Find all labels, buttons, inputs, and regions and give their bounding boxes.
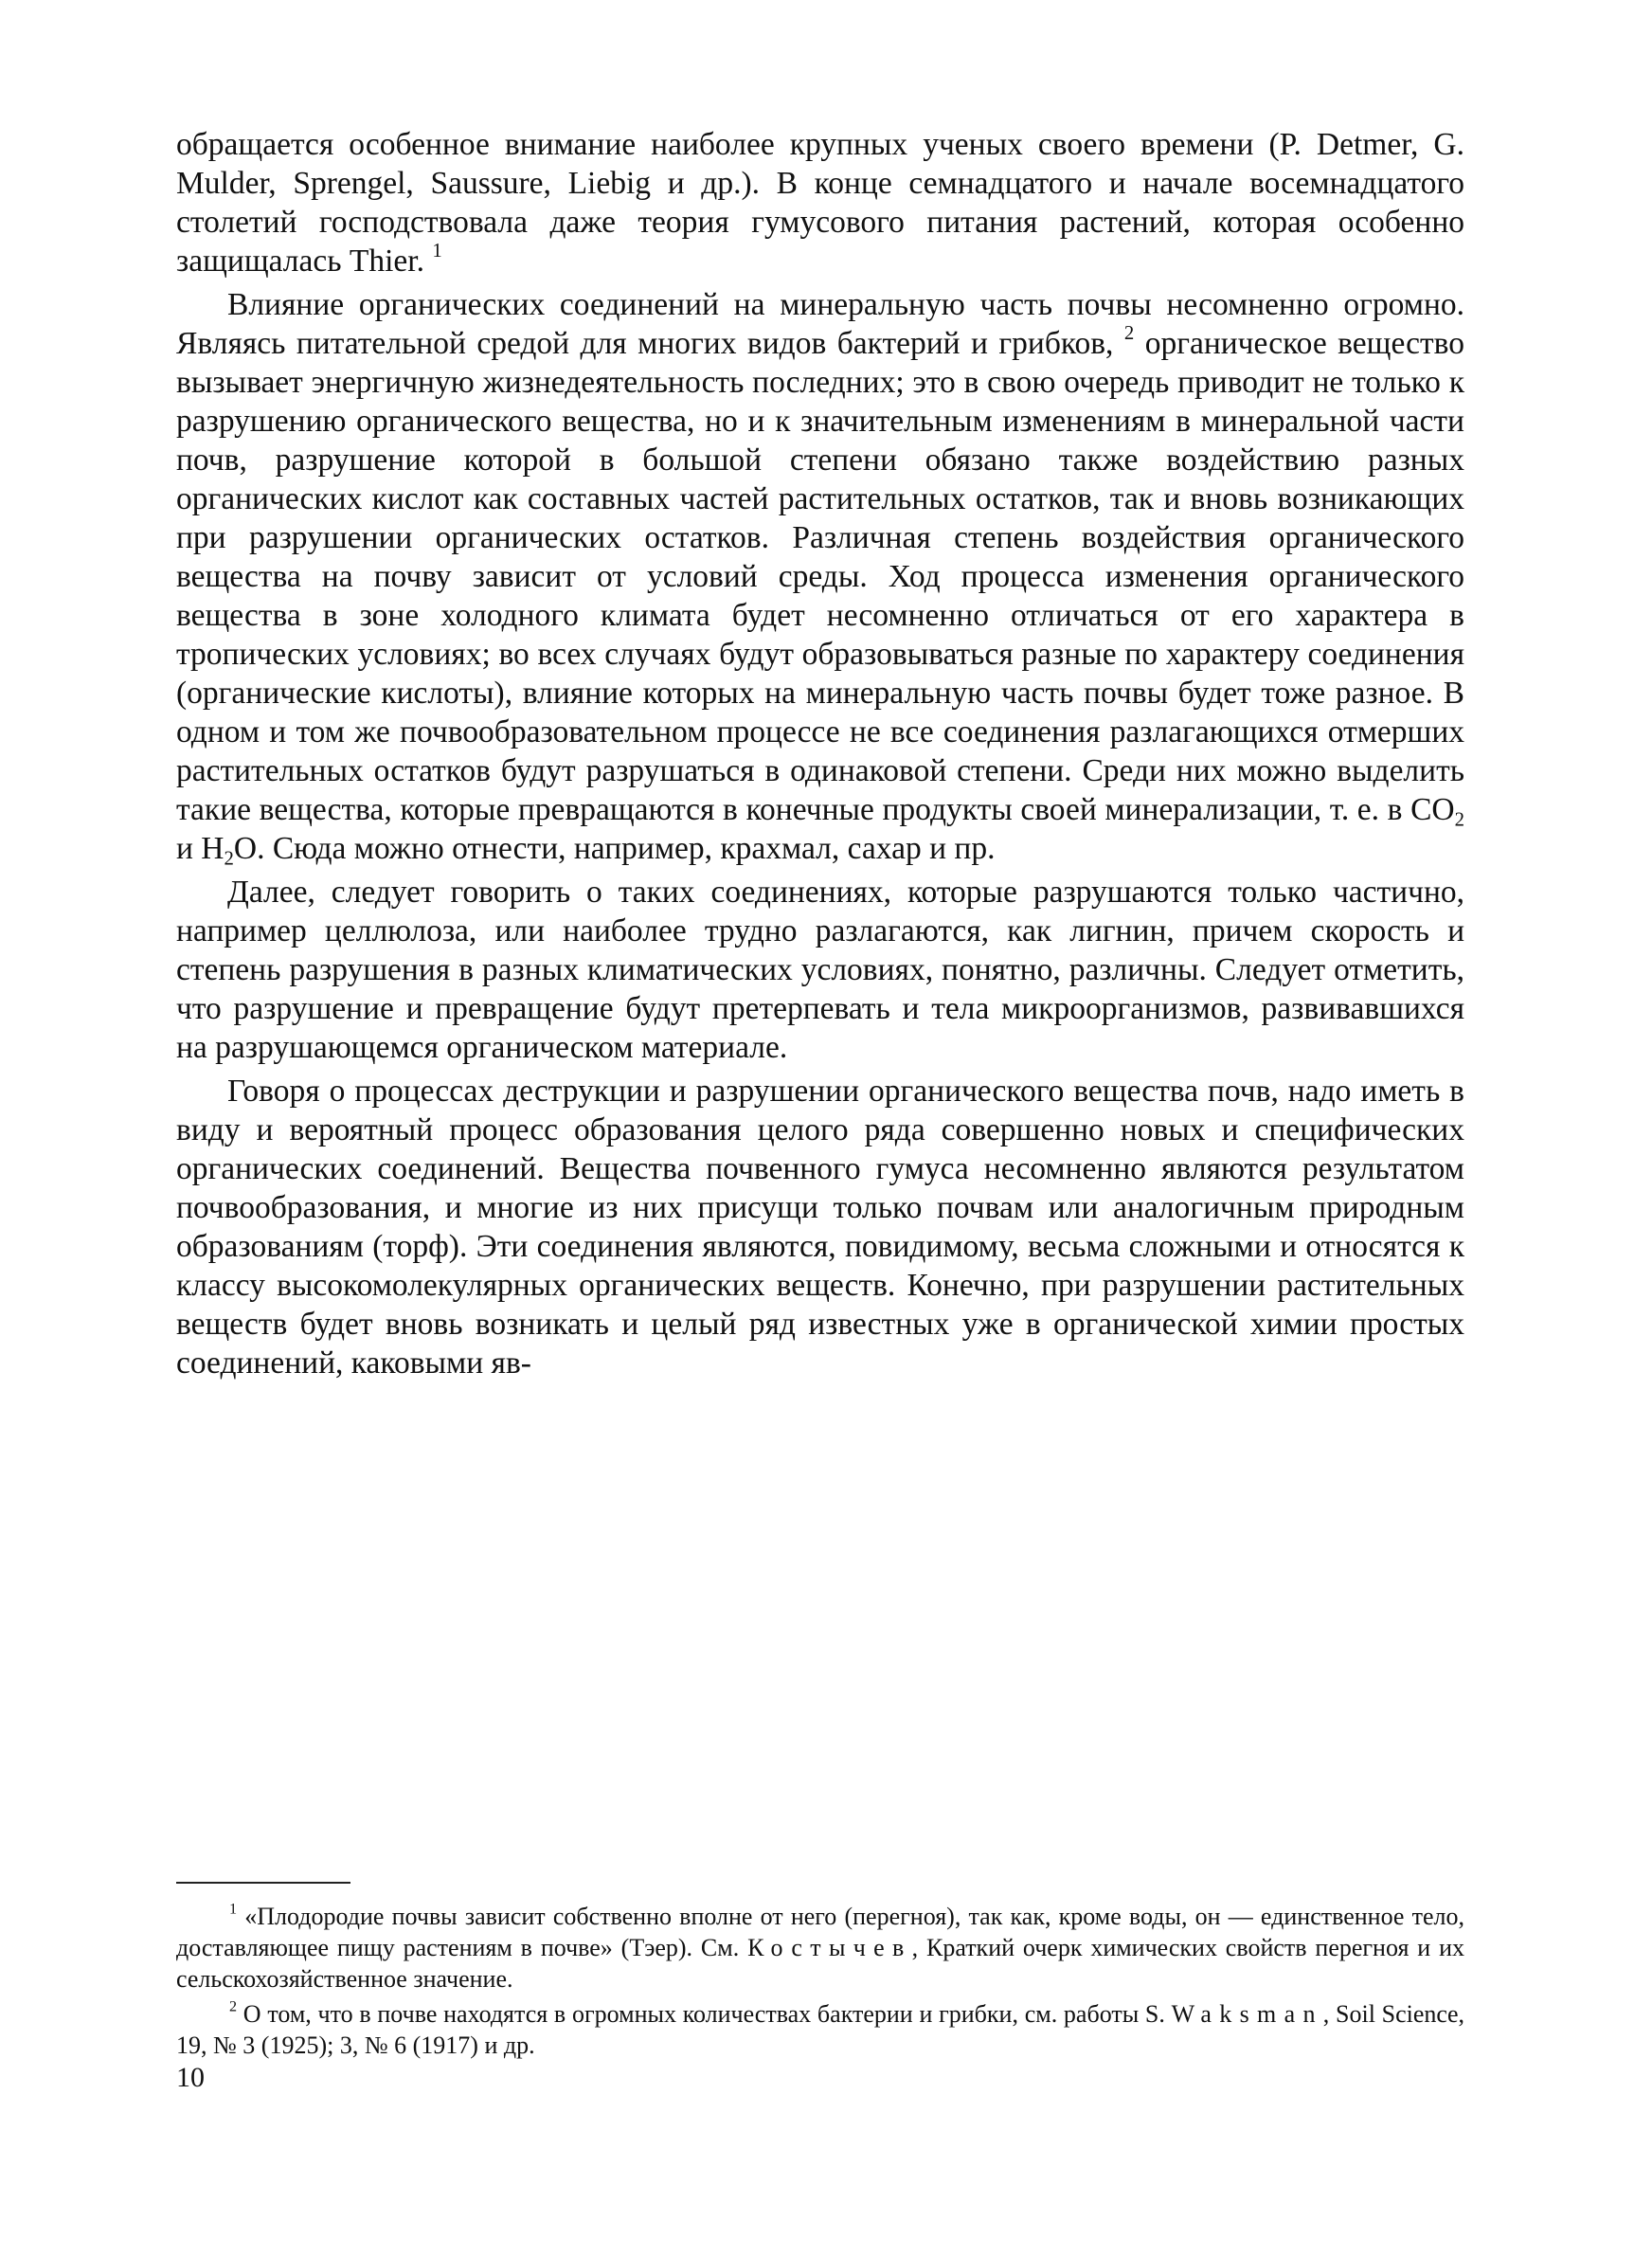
footnote-1-segment: , Краткий очерк химических свойств перегноя и их сельскохозяйственное значение. — [176, 1934, 1464, 1993]
footnote-2-segment: 2 — [229, 1998, 238, 2015]
paragraph-2-segment: Влияние органических соединений на минеральную часть почвы несомненно огромно. Являясь питательной средой для многих видов бактерий и грибков, — [176, 287, 1464, 361]
footnote-1-segment: Костычев — [747, 1934, 912, 1961]
footnote-2 — [176, 1998, 1464, 2061]
page-number: 10 — [176, 2062, 205, 2093]
paragraph-2 — [176, 285, 1464, 868]
footnote-2-segment: Waksman — [1171, 2000, 1323, 2028]
footnote-1-segment: 1 — [229, 1901, 238, 1918]
footnotes — [176, 1901, 1464, 2061]
paragraph-3 — [176, 873, 1464, 1067]
paragraph-1-segment: обращается особенное внимание наиболее крупных ученых своего времени (P. Detmer, G. Mulder, Sprengel, Saussure, Liebig и др.). В конце семнадцатого и начале восемнадцатого столетий господствовала даже теория гумусового питания растений, которая особенно защищалась Thier. — [176, 127, 1464, 279]
footnote-1 — [176, 1901, 1464, 1995]
footnote-2-segment: , Soil Science, 19, № 3 (1925); 3, № 6 (1917) и др. — [176, 2000, 1464, 2059]
paragraph-2-segment: 2 — [224, 847, 234, 870]
footnote-divider — [176, 1882, 350, 1884]
footnote-1-segment: «Плодородие почвы зависит собственно вполне от него (перегноя), так как, кроме воды, он — единственное тело, доставляющее пищу растениям в почве» (Тэер). См. — [176, 1903, 1464, 1961]
main-text — [176, 125, 1464, 1382]
paragraph-2-segment: и H — [176, 831, 224, 866]
paragraph-2-segment: 2 — [1454, 808, 1464, 831]
paragraph-2-segment: O. Сюда можно отнести, например, крахмал, сахар и пр. — [233, 831, 996, 866]
paragraph-4 — [176, 1072, 1464, 1382]
footnote-2-segment: О том, что в почве находятся в огромных количествах бактерии и грибки, см. работы S. — [237, 2000, 1172, 2028]
paragraph-2-segment: 2 — [1123, 322, 1135, 345]
paragraph-2-segment: органическое вещество вызывает энергичную жизнедеятельность последних; это в свою очередь приводит не только к разрушению органического вещества, но и к значительным изменениям в минеральной части почв, разрушение которой в большой степени обязано также воздействию разных органических кислот как составных частей растительных остатков, так и вновь возникающих при разрушении органических остатков. Различная степень воздействия органического вещества на почву зависит от условий среды. Ход процесса изменения органического вещества в зоне холодного климата будет несомненно отличаться от его характера в тропических условиях; во всех случаях будут образовываться разные по характеру соединения (органические кислоты), влияние которых на минеральную часть почвы будет тоже разное. В одном и том же почвообразовательном процессе не все соединения разлагающихся отмерших растительных остатков будут разрушаться в одинаковой степени. Среди них можно выделить такие вещества, которые превращаются в конечные продукты своей минерализации, т. е. в CO — [176, 326, 1464, 827]
paragraph-4-segment: Говоря о процессах деструкции и разрушении органического вещества почв, надо иметь в виду и вероятный процесс образования целого ряда совершенно новых и специфических органических соединений. Вещества почвенного гумуса несомненно являются результатом почвообразования, и многие из них присущи только почвам или аналогичным природным образованиям (торф). Эти соединения являются, повидимому, весьма сложными и относятся к классу высокомолекулярных органических веществ. Конечно, при разрушении растительных веществ будет вновь возникать и целый ряд известных уже в органической химии простых соединений, каковыми яв- — [176, 1074, 1464, 1381]
paragraph-1-segment: 1 — [432, 240, 442, 262]
paragraph-3-segment: Далее, следует говорить о таких соединениях, которые разрушаются только частично, например целлюлоза, или наиболее трудно разлагаются, как лигнин, причем скорость и степень разрушения в разных климатических условиях, понятно, различны. Следует отметить, что разрушение и превращение будут претерпевать и тела микроорганизмов, развивавшихся на разрушающемся органическом материале. — [176, 875, 1464, 1065]
paragraph-1 — [176, 125, 1464, 280]
